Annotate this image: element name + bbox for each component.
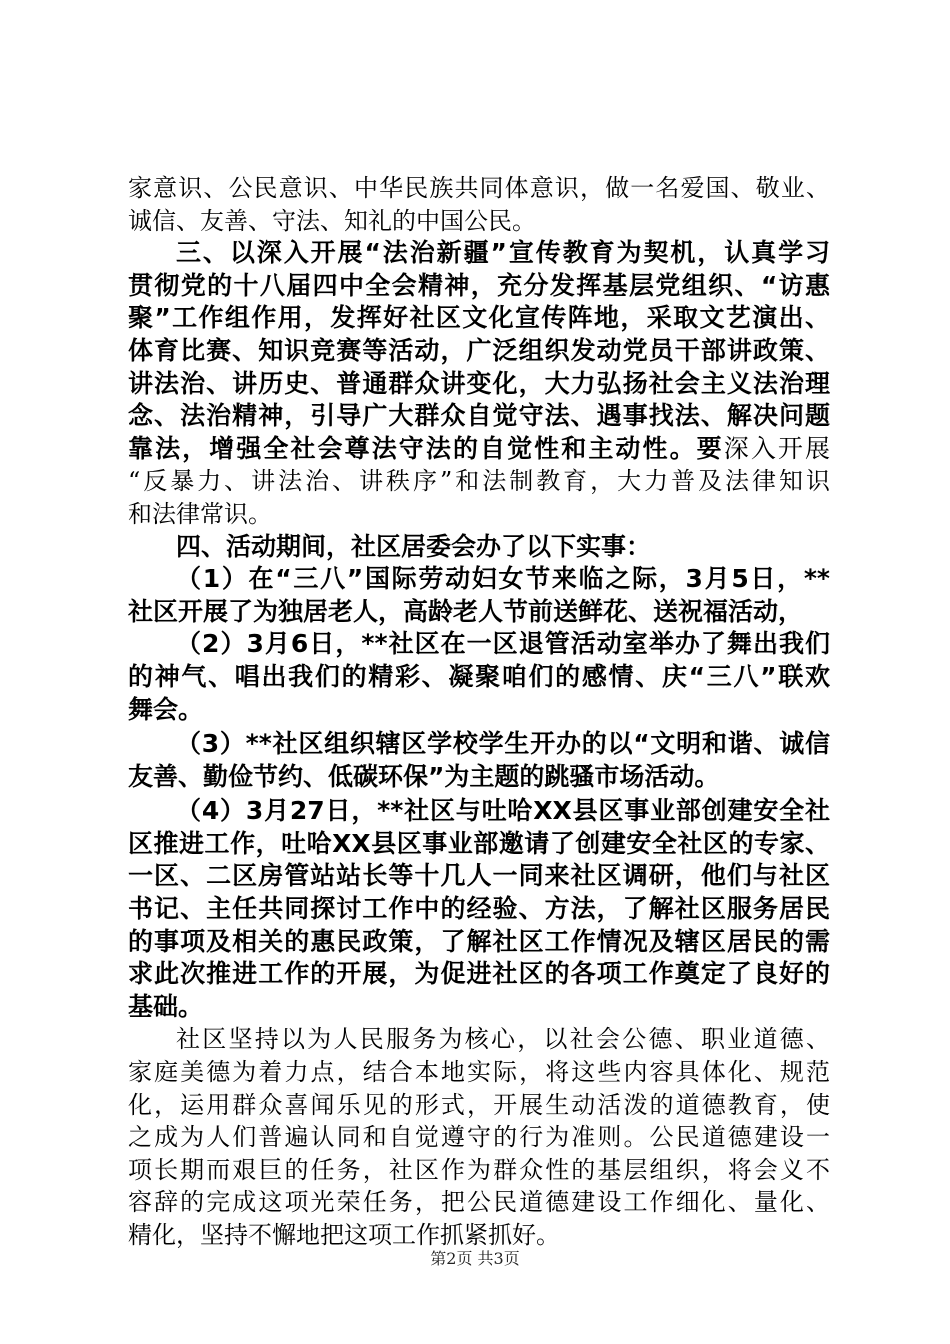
text-line: 书记、主任共同探讨工作中的经验、方法，了解社区服务居民	[128, 894, 830, 924]
text-line: （1）在“三八”国际劳动妇女节来临之际，3月5日，**	[176, 564, 830, 594]
document-body	[128, 172, 830, 1252]
text-line: 的神气、唱出我们的精彩、凝聚咱们的感情、庆“三八”联欢	[128, 661, 830, 691]
page-footer: 第2页 共3页	[430, 1249, 520, 1268]
text-line: 一区、二区房管站站长等十几人一同来社区调研，他们与社区	[128, 861, 830, 891]
text-line: 化，运用群众喜闻乐见的形式，开展生动活泼的道德教育，使	[128, 1090, 830, 1119]
text-line: 贯彻党的十八届四中全会精神，充分发挥基层党组织、“访惠	[128, 270, 830, 300]
text-line: 之成为人们普遍认同和自觉遵守的行为准则。公民道德建设一	[128, 1123, 830, 1152]
text-line: 四、活动期间，社区居委会办了以下实事：	[176, 531, 652, 561]
text-line-bold-part: 靠法，增强全社会尊法守法的自觉性和主动性。要	[128, 433, 724, 463]
text-line: 社区开展了为独居老人，高龄老人节前送鲜花、送祝福活动，	[128, 596, 804, 626]
text-line: 项长期而艰巨的任务，社区作为群众性的基层组织，将会义不	[128, 1155, 830, 1184]
text-line: 舞会。	[128, 694, 204, 724]
text-line: 聚”工作组作用，发挥好社区文化宣传阵地，采取文艺演出、	[128, 303, 830, 333]
text-line: 区推进工作，吐哈XX县区事业部邀请了创建安全社区的专家、	[128, 828, 830, 858]
text-line: 体育比赛、知识竞赛等活动，广泛组织发动党员干部讲政策、	[128, 335, 830, 365]
text-line: 基础。	[128, 991, 204, 1021]
text-line: 和法律常识。	[128, 499, 272, 528]
text-line: 讲法治、讲历史、普通群众讲变化，大力弘扬社会主义法治理	[128, 368, 830, 398]
text-line: （4）3月27日，**社区与吐哈XX县区事业部创建安全社	[176, 796, 830, 826]
text-line: 精化，坚持不懈地把这项工作抓紧抓好。	[128, 1221, 560, 1249]
text-line: 诚信、友善、守法、知礼的中国公民。	[128, 206, 536, 235]
text-line: （3）**社区组织辖区学校学生开办的以“文明和谐、诚信	[176, 729, 830, 759]
text-line: 求此次推进工作的开展，为促进社区的各项工作奠定了良好的	[128, 959, 830, 989]
text-line: 社区坚持以为人民服务为核心，以社会公德、职业道德、	[176, 1025, 830, 1054]
text-line-light-part: 深入开展	[723, 433, 830, 463]
text-line: 家意识、公民意识、中华民族共同体意识，做一名爱国、敬业、	[128, 174, 830, 202]
text-line: 三、以深入开展“法治新疆”宣传教育为契机，认真学习	[176, 238, 830, 268]
text-line: 家庭美德为着力点，结合本地实际，将这些内容具体化、规范	[128, 1058, 830, 1087]
text-line: 容辞的完成这项光荣任务，把公民道德建设工作细化、量化、	[128, 1188, 830, 1217]
text-line	[128, 433, 830, 466]
text-line: “反暴力、讲法治、讲秩序”和法制教育，大力普及法律知识	[128, 467, 830, 496]
text-line: 友善、勤俭节约、低碳环保”为主题的跳骚市场活动。	[128, 761, 720, 791]
text-line: （2）3月6日，**社区在一区退管活动室举办了舞出我们	[176, 629, 830, 659]
text-line: 念、法治精神，引导广大群众自觉守法、遇事找法、解决问题	[128, 401, 830, 431]
text-line: 的事项及相关的惠民政策，了解社区工作情况及辖区居民的需	[128, 926, 830, 956]
